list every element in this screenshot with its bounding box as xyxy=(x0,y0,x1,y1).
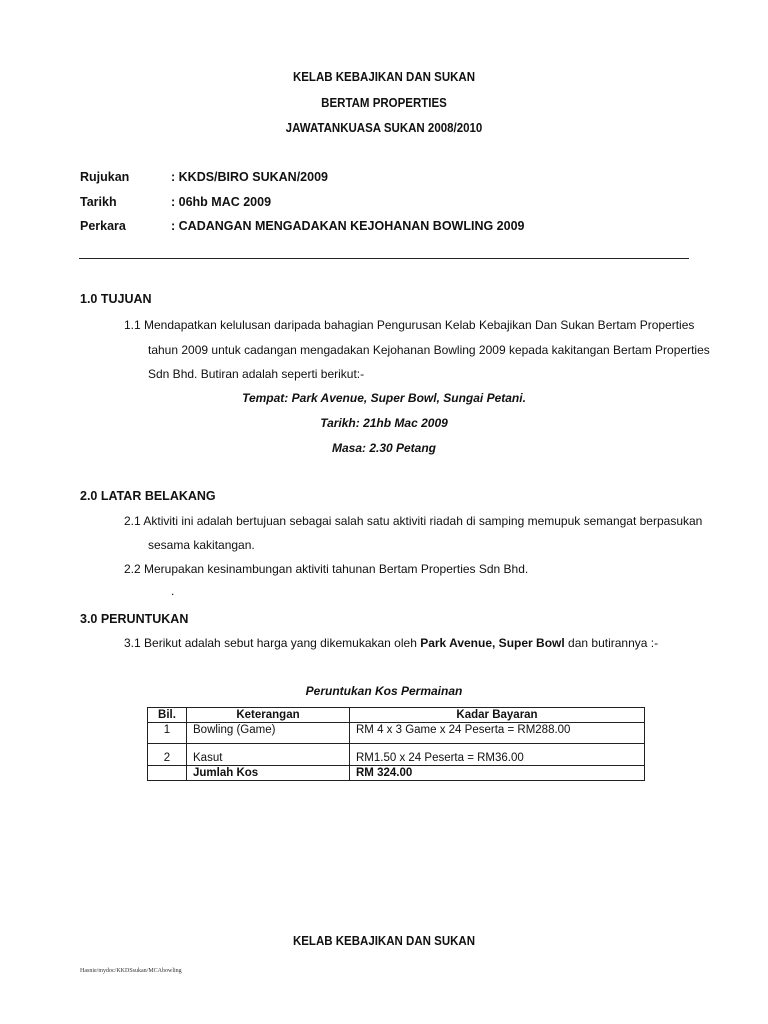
header-company: BERTAM PROPERTIES xyxy=(321,96,447,110)
header-kadar-bayaran: Kadar Bayaran xyxy=(350,708,645,723)
total-label: Jumlah Kos xyxy=(187,766,350,781)
closing-club-name: KELAB KEBAJIKAN DAN SUKAN xyxy=(292,934,476,948)
perkara-value: : CADANGAN MENGADAKAN KEJOHANAN BOWLING 2009 xyxy=(171,219,525,233)
header-bil: Bil. xyxy=(148,708,187,723)
section-1-title: 1.0 TUJUAN xyxy=(80,292,152,306)
row-2-bil: 2 xyxy=(148,744,187,766)
stray-dot: . xyxy=(171,584,175,598)
table-total-row xyxy=(148,766,645,781)
section-1-paragraph-line-3: Sdn Bhd. Butiran adalah seperti berikut:- xyxy=(148,367,365,381)
event-venue: Tempat: Park Avenue, Super Bowl, Sungai Petani. xyxy=(242,391,526,405)
cost-table xyxy=(147,707,645,781)
tarikh-label: Tarikh xyxy=(80,195,117,209)
table-title: Peruntukan Kos Permainan xyxy=(305,684,463,698)
section-3-paragraph-post: dan butirannya :- xyxy=(564,636,659,650)
section-2-paragraph-2: 2.2 Merupakan kesinambungan aktiviti tahunan Bertam Properties Sdn Bhd. xyxy=(124,562,529,576)
row-1-bil: 1 xyxy=(148,723,187,744)
section-3-paragraph xyxy=(124,636,658,650)
section-1-paragraph-line-1: 1.1 Mendapatkan kelulusan daripada bahagian Pengurusan Kelab Kebajikan Dan Sukan Bertam Properties xyxy=(124,318,695,332)
footer-file-path: Hasnie/mydoc/KKDSsukan/MCAbowling xyxy=(80,968,182,974)
section-1-paragraph-line-2: tahun 2009 untuk cadangan mengadakan Kejohanan Bowling 2009 kepada kakitangan Bertam Properties xyxy=(148,343,710,357)
table-row xyxy=(148,744,645,766)
row-1-kadar: RM 4 x 3 Game x 24 Peserta = RM288.00 xyxy=(350,723,645,744)
rujukan-label: Rujukan xyxy=(80,170,130,184)
section-2-title: 2.0 LATAR BELAKANG xyxy=(80,489,216,503)
rujukan-value: : KKDS/BIRO SUKAN/2009 xyxy=(171,170,328,184)
total-empty-cell xyxy=(148,766,187,781)
header-committee: JAWATANKUASA SUKAN 2008/2010 xyxy=(285,121,483,135)
total-value: RM 324.00 xyxy=(350,766,645,781)
header-club-name: KELAB KEBAJIKAN DAN SUKAN xyxy=(292,70,476,84)
horizontal-rule xyxy=(79,258,689,259)
header-keterangan: Keterangan xyxy=(187,708,350,723)
row-2-kadar: RM1.50 x 24 Peserta = RM36.00 xyxy=(350,744,645,766)
perkara-label: Perkara xyxy=(80,219,126,233)
section-3-paragraph-pre: 3.1 Berikut adalah sebut harga yang dikemukakan oleh xyxy=(124,636,421,650)
event-date: Tarikh: 21hb Mac 2009 xyxy=(320,416,448,430)
section-3-vendor-name: Park Avenue, Super Bowl xyxy=(420,636,565,650)
section-3-title: 3.0 PERUNTUKAN xyxy=(80,612,189,626)
section-2-paragraph-1-line-1: 2.1 Aktiviti ini adalah bertujuan sebagai salah satu aktiviti riadah di samping memupuk semangat berpasukan xyxy=(124,514,703,528)
row-1-keterangan: Bowling (Game) xyxy=(187,723,350,744)
table-header-row xyxy=(148,708,645,723)
row-2-keterangan: Kasut xyxy=(187,744,350,766)
event-time: Masa: 2.30 Petang xyxy=(331,441,437,455)
section-2-paragraph-1-line-2: sesama kakitangan. xyxy=(148,538,255,552)
table-row xyxy=(148,723,645,744)
tarikh-value: : 06hb MAC 2009 xyxy=(171,195,272,209)
